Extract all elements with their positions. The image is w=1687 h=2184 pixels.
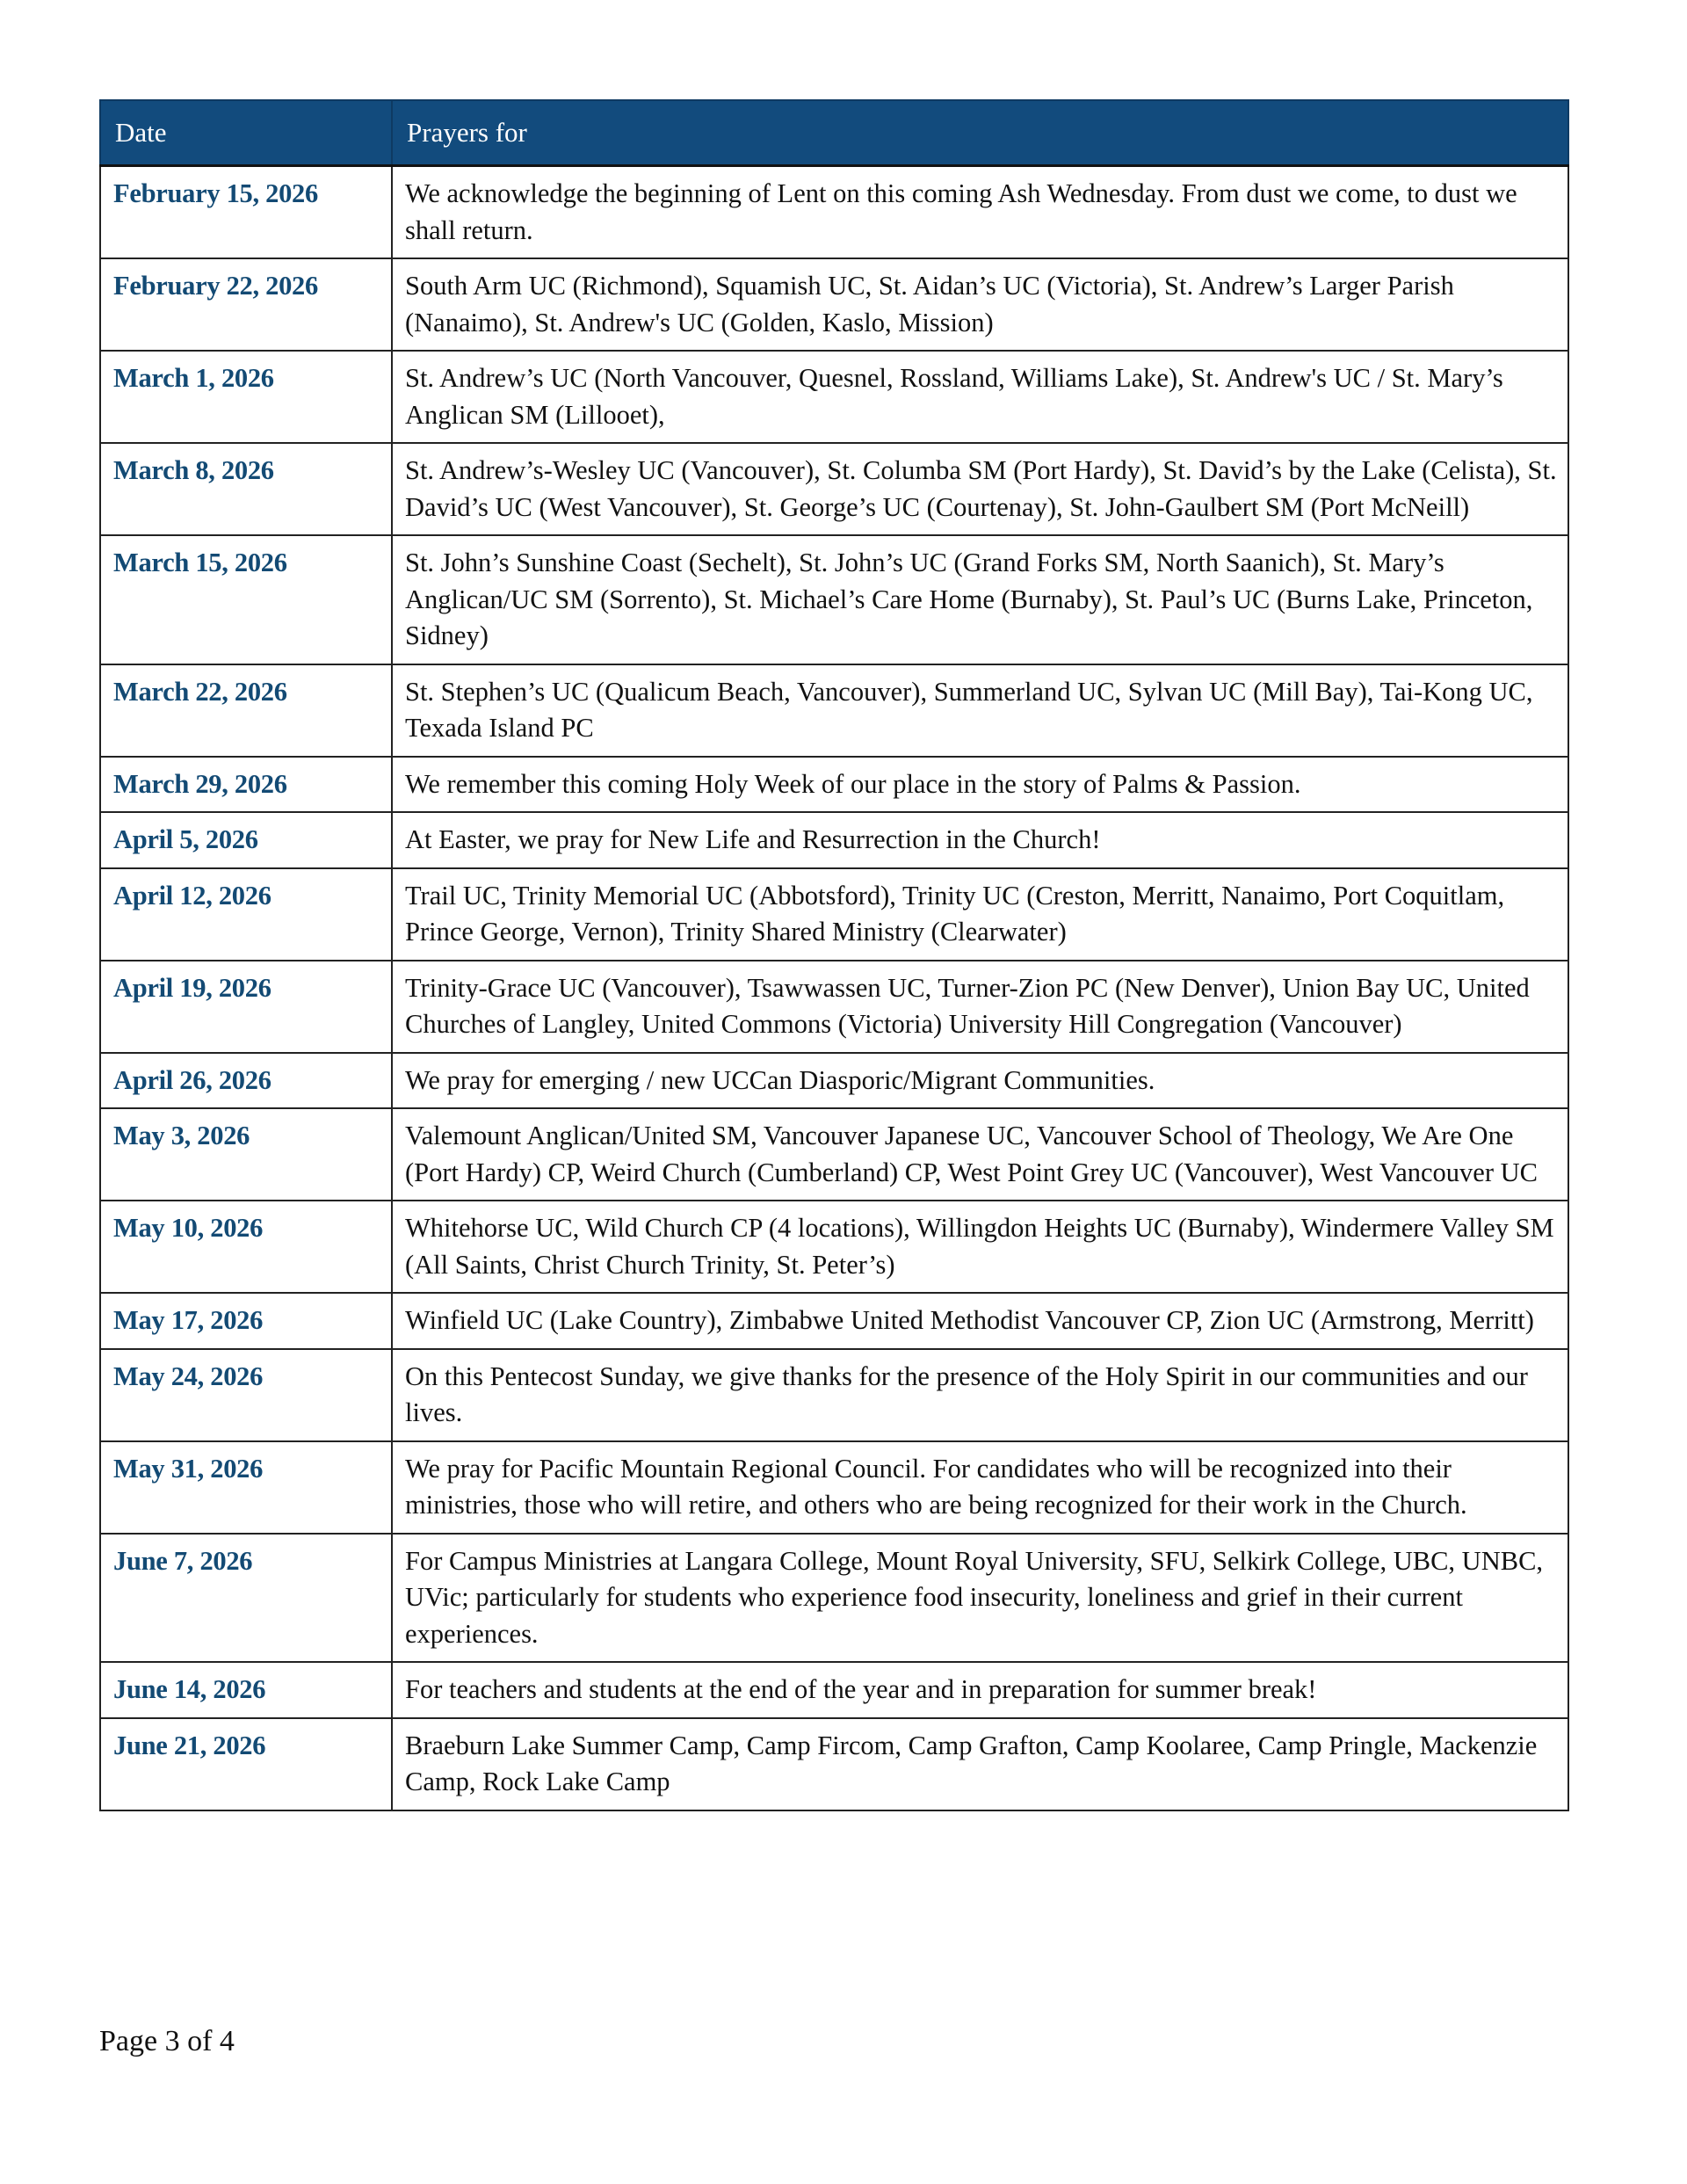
row-prayers: For teachers and students at the end of the year and in preparation for summer break! [392,1662,1568,1718]
document-page [99,99,1568,1811]
table-row [100,535,1568,664]
row-prayers: Winfield UC (Lake Country), Zimbabwe United Methodist Vancouver CP, Zion UC (Armstrong, Merritt) [392,1293,1568,1349]
row-date: May 31, 2026 [100,1441,392,1534]
header-row [100,100,1568,166]
table-body [100,166,1568,1810]
row-date: March 8, 2026 [100,443,392,535]
row-prayers: We acknowledge the beginning of Lent on this coming Ash Wednesday. From dust we come, to dust we shall return. [392,166,1568,259]
row-date: April 26, 2026 [100,1053,392,1109]
row-prayers: Braeburn Lake Summer Camp, Camp Fircom, Camp Grafton, Camp Koolaree, Camp Pringle, Mackenzie Camp, Rock Lake Camp [392,1718,1568,1810]
prayer-schedule-table [99,99,1569,1811]
row-date: March 1, 2026 [100,351,392,443]
row-date: February 22, 2026 [100,258,392,351]
row-prayers: Trail UC, Trinity Memorial UC (Abbotsford), Trinity UC (Creston, Merritt, Nanaimo, Port Coquitlam, Prince George, Vernon), Trinity Shared Ministry (Clearwater) [392,868,1568,961]
row-prayers: Trinity-Grace UC (Vancouver), Tsawwassen UC, Turner-Zion PC (New Denver), Union Bay UC, United Churches of Langley, United Commons (Victoria) University Hill Congregation (Vancouver) [392,961,1568,1053]
table-row [100,1201,1568,1293]
row-prayers: For Campus Ministries at Langara College, Mount Royal University, SFU, Selkirk College, UBC, UNBC, UVic; particularly for students who experience food insecurity, loneliness and grief in their current experiences. [392,1534,1568,1663]
row-prayers: South Arm UC (Richmond), Squamish UC, St. Aidan’s UC (Victoria), St. Andrew’s Larger Parish (Nanaimo), St. Andrew's UC (Golden, Kaslo, Mission) [392,258,1568,351]
row-date: February 15, 2026 [100,166,392,259]
row-date: April 5, 2026 [100,812,392,868]
table-header [100,100,1568,166]
table-row [100,1108,1568,1201]
row-prayers: At Easter, we pray for New Life and Resurrection in the Church! [392,812,1568,868]
row-date: May 3, 2026 [100,1108,392,1201]
row-prayers: St. Stephen’s UC (Qualicum Beach, Vancouver), Summerland UC, Sylvan UC (Mill Bay), Tai-Kong UC, Texada Island PC [392,664,1568,757]
row-prayers: We pray for emerging / new UCCan Diasporic/Migrant Communities. [392,1053,1568,1109]
row-prayers: We remember this coming Holy Week of our place in the story of Palms & Passion. [392,757,1568,813]
table-row [100,1534,1568,1663]
table-row [100,664,1568,757]
table-row [100,443,1568,535]
row-prayers: St. John’s Sunshine Coast (Sechelt), St. John’s UC (Grand Forks SM, North Saanich), St. Mary’s Anglican/UC SM (Sorrento), St. Michael’s Care Home (Burnaby), St. Paul’s UC (Burns Lake, Princeton, Sidney) [392,535,1568,664]
row-date: June 14, 2026 [100,1662,392,1718]
row-prayers: On this Pentecost Sunday, we give thanks for the presence of the Holy Spirit in our communities and our lives. [392,1349,1568,1441]
header-date: Date [100,100,392,166]
table-row [100,961,1568,1053]
row-date: June 7, 2026 [100,1534,392,1663]
row-prayers: We pray for Pacific Mountain Regional Council. For candidates who will be recognized into their ministries, those who will retire, and others who are being recognized for their work in the Church. [392,1441,1568,1534]
table-row [100,757,1568,813]
row-prayers: Whitehorse UC, Wild Church CP (4 locations), Willingdon Heights UC (Burnaby), Windermere Valley SM (All Saints, Christ Church Trinity, St. Peter’s) [392,1201,1568,1293]
row-date: March 29, 2026 [100,757,392,813]
row-date: March 22, 2026 [100,664,392,757]
table-row [100,166,1568,259]
row-date: June 21, 2026 [100,1718,392,1810]
header-prayers-for: Prayers for [392,100,1568,166]
row-prayers: St. Andrew’s-Wesley UC (Vancouver), St. Columba SM (Port Hardy), St. David’s by the Lake (Celista), St. David’s UC (West Vancouver), St. George’s UC (Courtenay), St. John-Gaulbert SM (Port McNeill) [392,443,1568,535]
page-number: Page 3 of 4 [99,2025,235,2057]
row-date: May 17, 2026 [100,1293,392,1349]
row-date: May 10, 2026 [100,1201,392,1293]
row-date: April 19, 2026 [100,961,392,1053]
table-row [100,1441,1568,1534]
table-row [100,1662,1568,1718]
table-row [100,1053,1568,1109]
table-row [100,258,1568,351]
row-date: March 15, 2026 [100,535,392,664]
table-row [100,1349,1568,1441]
table-row [100,1718,1568,1810]
table-row [100,351,1568,443]
row-date: April 12, 2026 [100,868,392,961]
row-prayers: St. Andrew’s UC (North Vancouver, Quesnel, Rossland, Williams Lake), St. Andrew's UC / St. Mary’s Anglican SM (Lillooet), [392,351,1568,443]
row-date: May 24, 2026 [100,1349,392,1441]
table-row [100,1293,1568,1349]
table-row [100,812,1568,868]
row-prayers: Valemount Anglican/United SM, Vancouver Japanese UC, Vancouver School of Theology, We Are One (Port Hardy) CP, Weird Church (Cumberland) CP, West Point Grey UC (Vancouver), West Vancouver UC [392,1108,1568,1201]
table-row [100,868,1568,961]
